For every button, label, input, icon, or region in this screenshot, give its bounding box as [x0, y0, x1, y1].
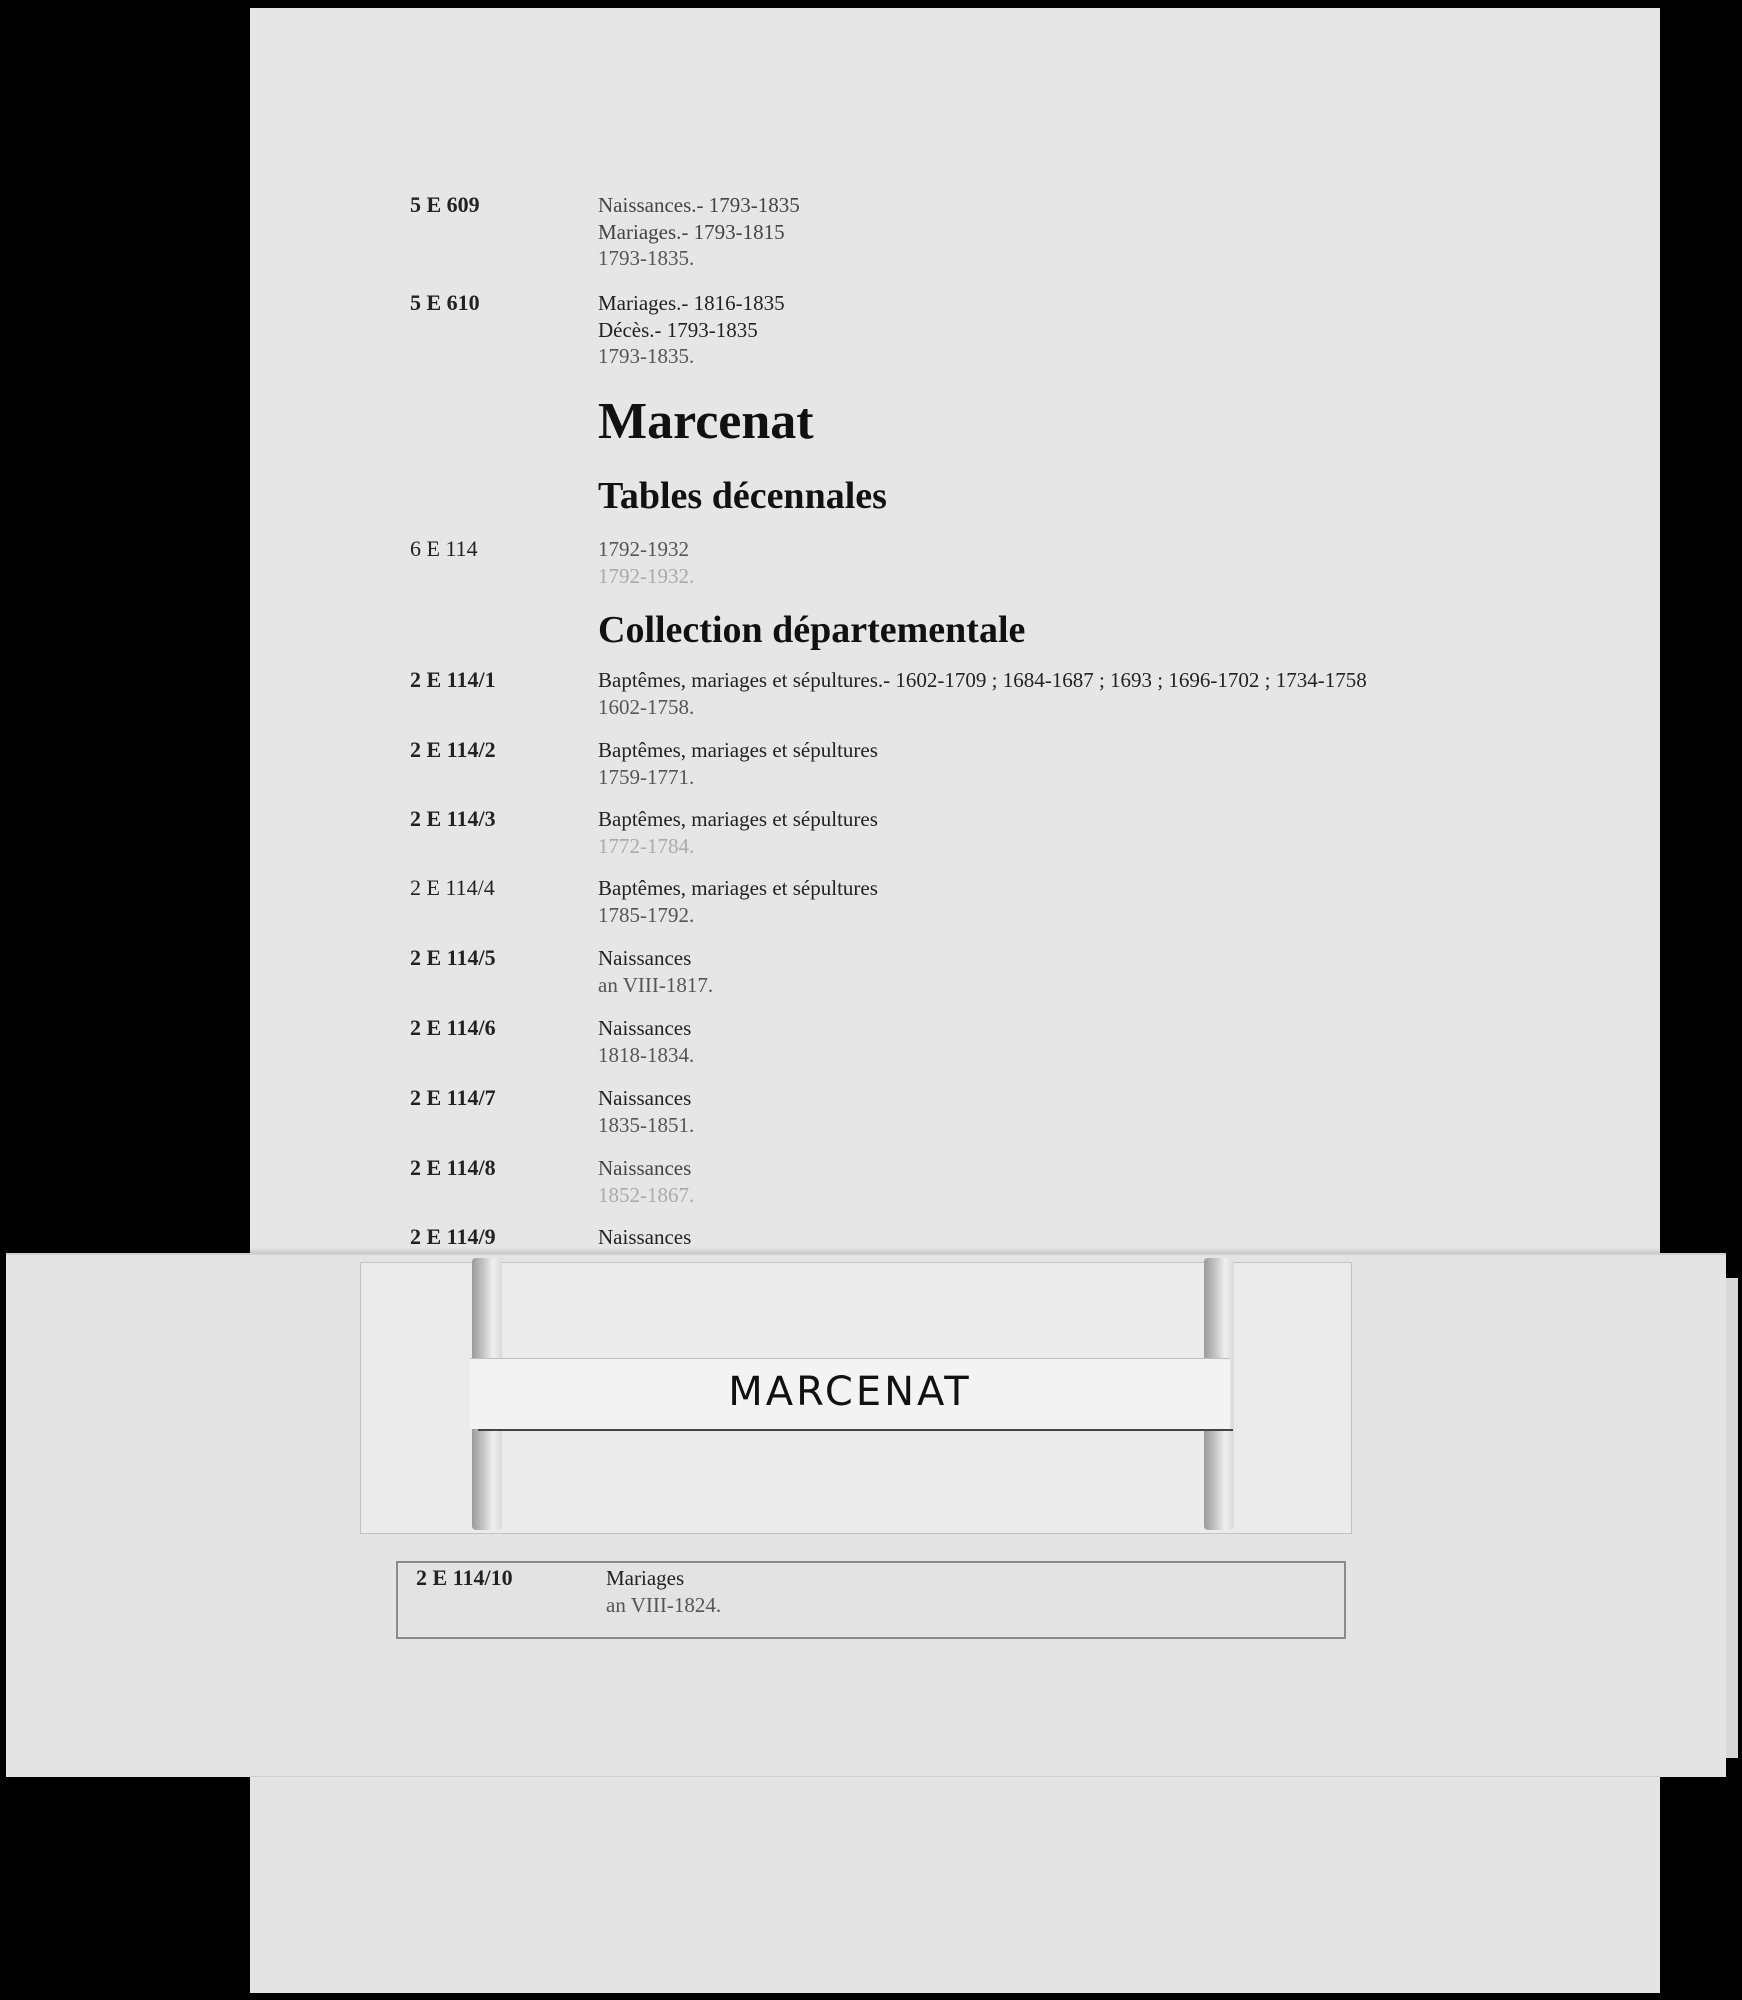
entry-code: 2 E 114/6 [410, 1015, 496, 1040]
entry-code: 6 E 114 [410, 536, 478, 561]
page-bottom-edge [250, 1776, 1660, 1993]
entry-code: 2 E 114/9 [410, 1224, 496, 1249]
entry-date: 1793-1835. [598, 344, 695, 368]
entry-description [598, 667, 1367, 720]
entry-date: 1835-1851. [598, 1112, 695, 1137]
entry-code: 2 E 114/5 [410, 945, 496, 970]
entry-code: 2 E 114/4 [410, 875, 495, 900]
slip-edge [1726, 1278, 1738, 1758]
slip-entry-box [396, 1561, 1346, 1639]
entry-description [598, 192, 800, 272]
entry-code: 2 E 114/7 [410, 1085, 496, 1110]
entry-description [598, 737, 878, 790]
label-underline [478, 1429, 1233, 1431]
entry-line: Naissances [598, 1016, 692, 1040]
entry-description [598, 1224, 691, 1251]
entry-line: Baptêmes, mariages et sépultures.- 1602-1709 ; 1684-1687 ; 1693 ; 1696-1702 ; 1734-1758 [598, 668, 1367, 692]
entry-date: 1818-1834. [598, 1042, 695, 1067]
entry-line: 1792-1932 [598, 537, 689, 561]
commune-title: Marcenat [598, 393, 814, 450]
entry-description [598, 536, 694, 589]
entry-line: Décès.- 1793-1835 [598, 317, 758, 342]
entry-line: Naissances [598, 1156, 692, 1180]
entry-date: 1772-1784. [598, 833, 695, 858]
entry-description [598, 1085, 694, 1138]
entry-code: 5 E 610 [410, 290, 480, 315]
entry-line: Mariages [606, 1566, 685, 1590]
entry-date: 1792-1932. [598, 563, 695, 588]
entry-code: 2 E 114/1 [410, 667, 496, 692]
entry-description [598, 1155, 694, 1208]
entry-description [598, 945, 713, 998]
entry-line: Naissances [598, 1225, 692, 1249]
entry-code: 2 E 114/8 [410, 1155, 496, 1180]
handwritten-commune-label: MARCENAT [728, 1369, 972, 1415]
entry-line: Baptêmes, mariages et sépultures [598, 876, 878, 900]
entry-line: Naissances [598, 1086, 692, 1110]
entry-code: 2 E 114/3 [410, 806, 496, 831]
entry-description [598, 875, 878, 928]
entry-description [606, 1565, 721, 1618]
entry-line: Mariages.- 1793-1815 [598, 219, 785, 244]
entry-date: an VIII-1817. [598, 972, 714, 997]
entry-date: 1793-1835. [598, 246, 695, 270]
entry-code: 5 E 609 [410, 192, 480, 217]
entry-line: Naissances [598, 946, 692, 970]
entry-code: 2 E 114/10 [416, 1565, 513, 1590]
entry-date: 1852-1867. [598, 1182, 695, 1207]
entry-line: Mariages.- 1816-1835 [598, 291, 785, 315]
section-title-tables: Tables décennales [598, 475, 887, 517]
entry-date: 1759-1771. [598, 764, 695, 789]
entry-date: an VIII-1824. [606, 1592, 722, 1617]
entry-line: Baptêmes, mariages et sépultures [598, 807, 878, 831]
entry-line: Baptêmes, mariages et sépultures [598, 738, 878, 762]
entry-description [598, 1015, 694, 1068]
entry-code: 2 E 114/2 [410, 737, 496, 762]
entry-line: Naissances.- 1793-1835 [598, 193, 800, 217]
entry-description [598, 806, 878, 859]
entry-description [598, 290, 785, 370]
section-title-collection: Collection départementale [598, 609, 1026, 651]
entry-date: 1785-1792. [598, 902, 695, 927]
entry-date: 1602-1758. [598, 694, 695, 719]
